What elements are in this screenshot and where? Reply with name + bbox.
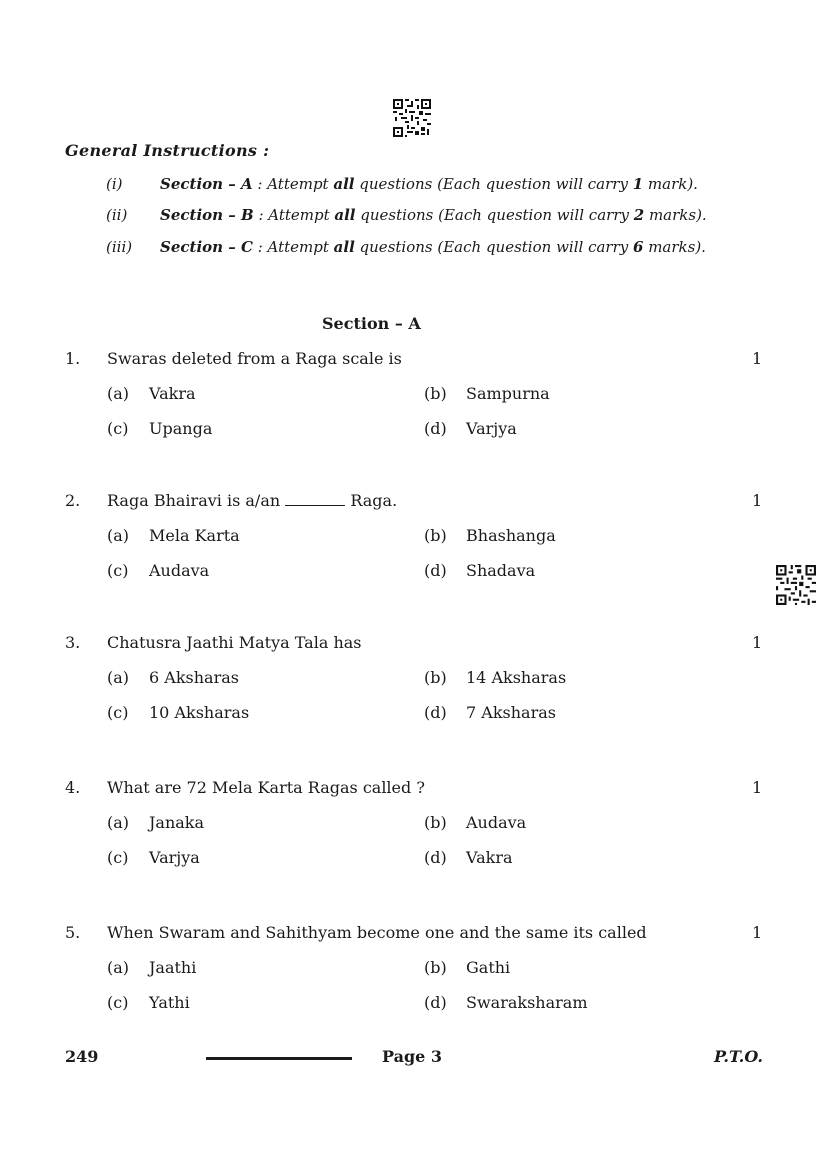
instruction-number: (ii): [106, 206, 128, 224]
question-number: 5.: [65, 923, 81, 942]
question-text: Raga Bhairavi is a/an Raga.: [107, 491, 398, 510]
question-number: 1.: [65, 349, 81, 368]
section-title: Section – A: [322, 314, 421, 333]
qr-code-side: [776, 565, 816, 605]
question-number: 3.: [65, 633, 81, 652]
question-number: 2.: [65, 491, 81, 510]
instruction-text: Section – C : Attempt all questions (Each question will carry 6 marks).: [160, 238, 706, 256]
question-number: 4.: [65, 778, 81, 797]
instruction-number: (i): [106, 175, 123, 193]
question-text: When Swaram and Sahithyam become one and the same its called: [107, 923, 647, 942]
general-instructions-heading: General Instructions :: [65, 141, 270, 160]
instruction-number: (iii): [106, 238, 133, 256]
page-number: Page 3: [382, 1047, 443, 1066]
question-text: What are 72 Mela Karta Ragas called ?: [107, 778, 425, 797]
question-marks: 1: [752, 349, 763, 368]
question-text: Swaras deleted from a Raga scale is: [107, 349, 402, 368]
question-marks: 1: [752, 778, 763, 797]
answer-blank: [285, 493, 345, 506]
instruction-text: Section – A : Attempt all questions (Each question will carry 1 mark).: [160, 175, 698, 193]
footer-divider: [206, 1057, 352, 1060]
question-text: Chatusra Jaathi Matya Tala has: [107, 633, 362, 652]
paper-code: 249: [65, 1047, 99, 1066]
question-marks: 1: [752, 923, 763, 942]
question-marks: 1: [752, 491, 763, 510]
please-turn-over: P.T.O.: [714, 1047, 763, 1066]
question-marks: 1: [752, 633, 763, 652]
instruction-text: Section – B : Attempt all questions (Each question will carry 2 marks).: [160, 206, 707, 224]
qr-code-top: [393, 99, 431, 137]
